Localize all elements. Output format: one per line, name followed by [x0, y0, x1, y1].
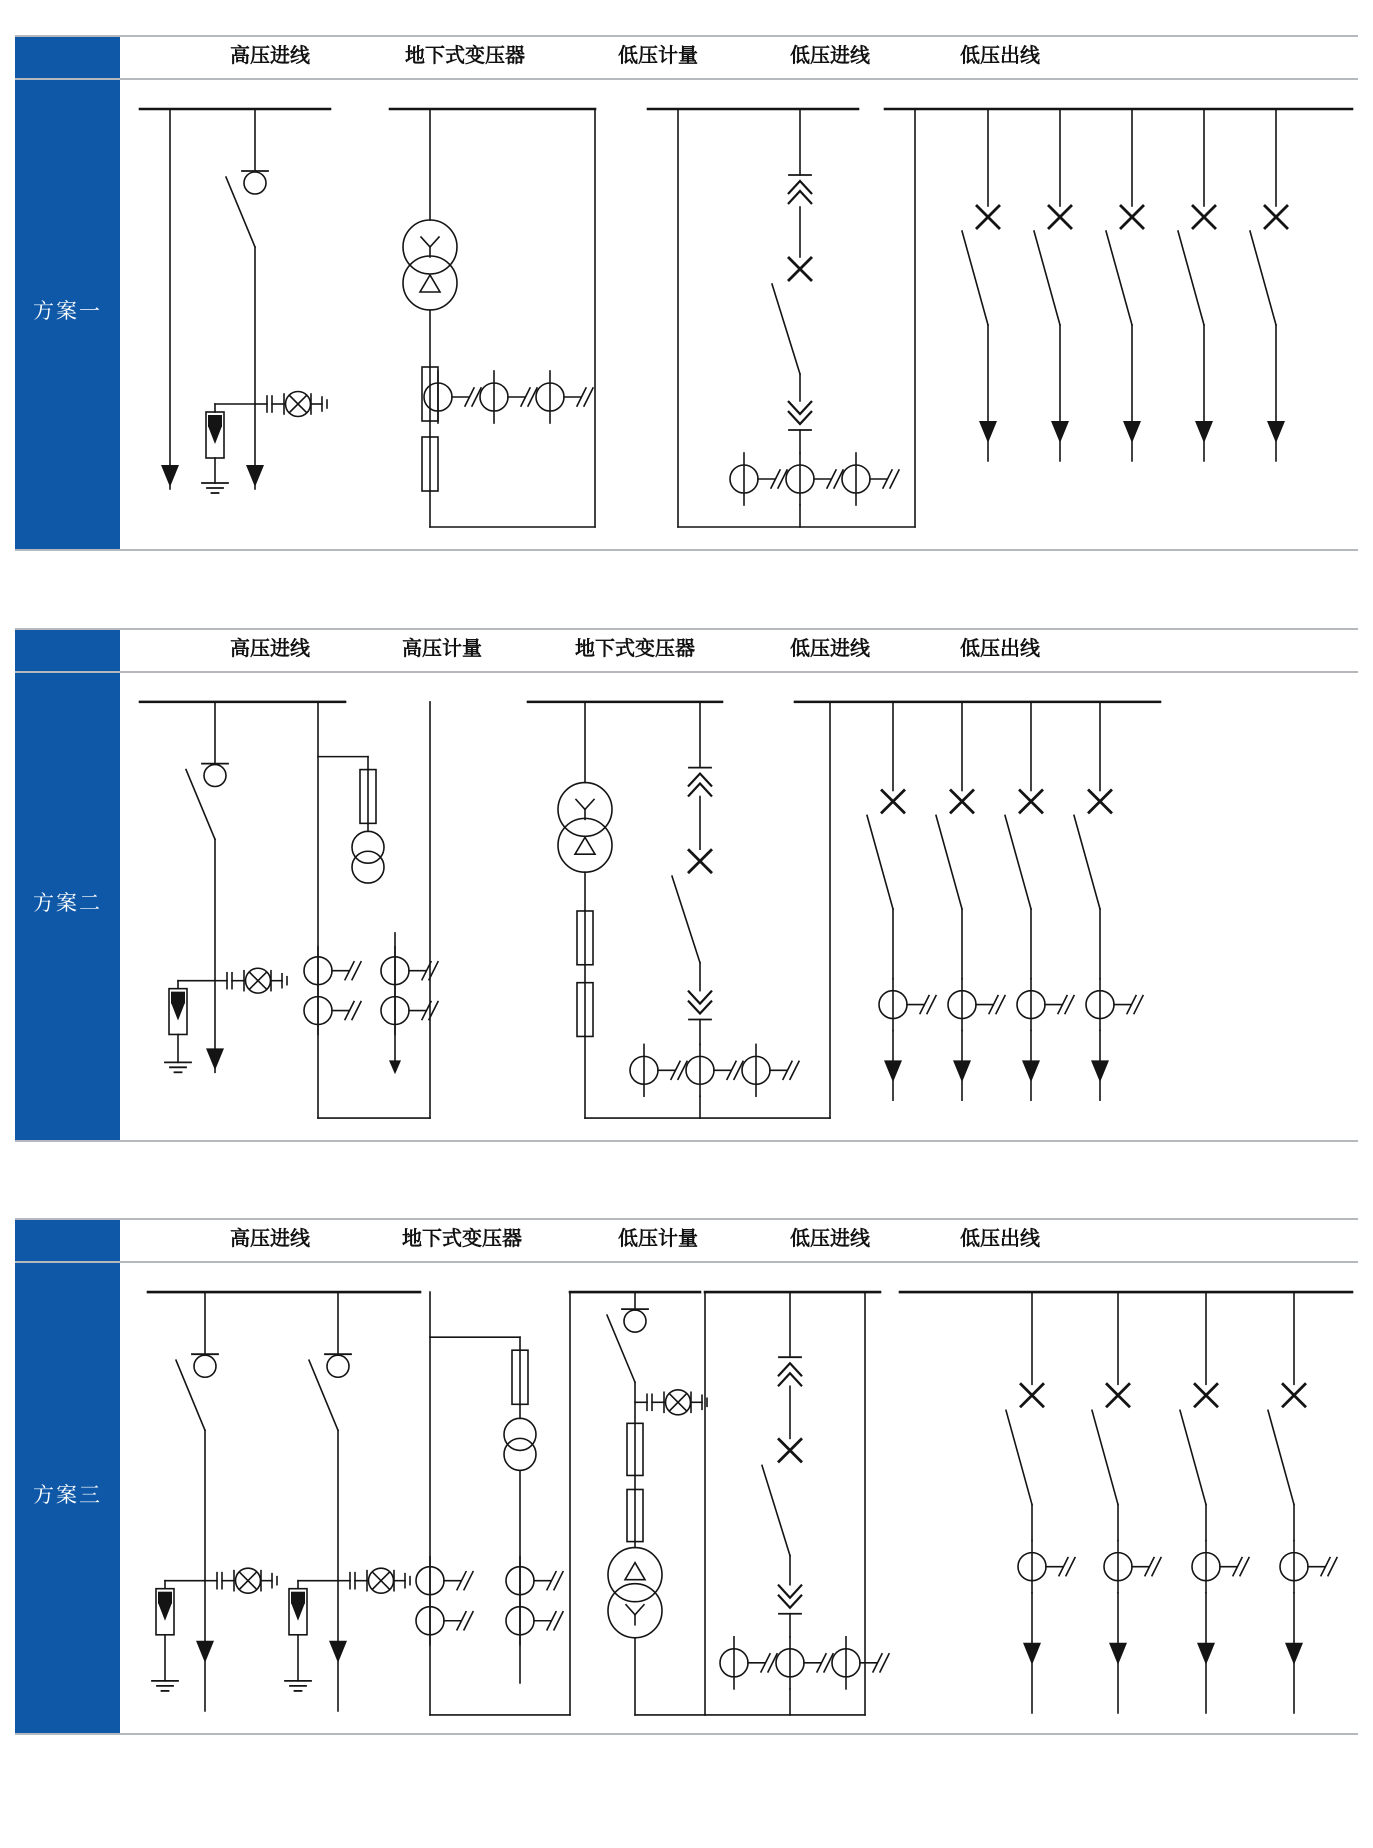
section-divider-line	[15, 35, 1358, 37]
header-divider-line	[15, 1261, 1358, 1263]
column-title-lv-incoming: 低压进线	[790, 638, 870, 660]
column-title-lv-incoming: 低压进线	[790, 1228, 870, 1250]
header-divider-line	[15, 671, 1358, 673]
column-title-hv-incoming: 高压进线	[230, 638, 310, 660]
scheme-1-section	[0, 35, 1373, 551]
section-divider-line	[15, 628, 1358, 630]
scheme-2-header	[120, 628, 1358, 672]
scheme-1-label: 方案一	[33, 300, 102, 323]
section-divider-line	[15, 1140, 1358, 1142]
column-title-hv-metering: 高压计量	[402, 638, 482, 660]
column-title-hv-incoming: 高压进线	[230, 45, 310, 67]
section-divider-line	[15, 1733, 1358, 1735]
section-divider-line	[15, 549, 1358, 551]
header-divider-line	[15, 78, 1358, 80]
column-title-lv-outgoing: 低压出线	[960, 45, 1040, 67]
scheme-1-diagram	[0, 79, 1373, 551]
scheme-1-header	[120, 35, 1358, 79]
scheme-3-diagram	[0, 1262, 1373, 1735]
scheme-2-diagram	[0, 672, 1373, 1142]
column-title-lv-outgoing: 低压出线	[960, 638, 1040, 660]
scheme-3-sidebar	[15, 1218, 120, 1735]
section-divider-line	[15, 1218, 1358, 1220]
scheme-2-label: 方案二	[33, 892, 102, 915]
column-title-transformer: 地下式变压器	[402, 1228, 522, 1250]
scheme-3-section	[0, 1218, 1373, 1735]
column-title-lv-incoming: 低压进线	[790, 45, 870, 67]
column-title-lv-metering: 低压计量	[618, 45, 698, 67]
column-title-lv-metering: 低压计量	[618, 1228, 698, 1250]
scheme-3-header	[120, 1218, 1358, 1262]
column-title-transformer: 地下式变压器	[405, 45, 525, 67]
scheme-2-section	[0, 628, 1373, 1142]
scheme-1-sidebar	[15, 35, 120, 551]
scheme-2-sidebar	[15, 628, 120, 1142]
column-title-transformer: 地下式变压器	[575, 638, 695, 660]
column-title-lv-outgoing: 低压出线	[960, 1228, 1040, 1250]
scheme-3-label: 方案三	[33, 1483, 102, 1507]
column-title-hv-incoming: 高压进线	[230, 1228, 310, 1250]
